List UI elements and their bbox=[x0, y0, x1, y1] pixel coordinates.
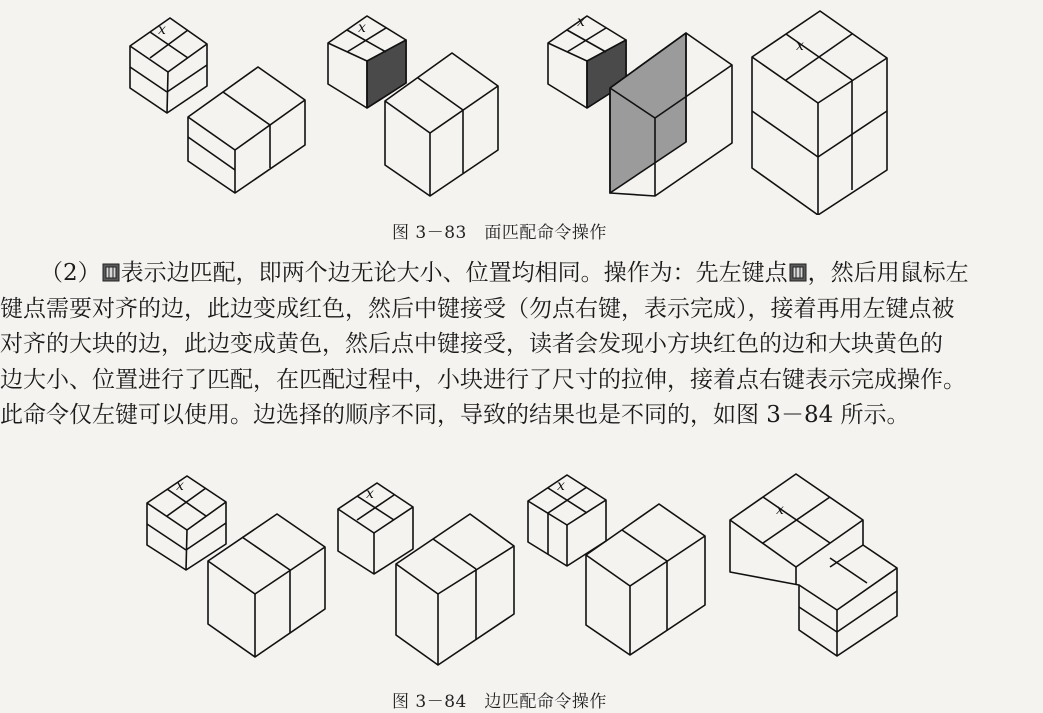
bottom-panel-1-label: x bbox=[176, 478, 184, 494]
panel-1-label: x bbox=[158, 22, 166, 38]
bottom-panel-3-small-cube bbox=[528, 475, 606, 566]
panel-3-large-block bbox=[610, 33, 732, 196]
paragraph-line-1-tail: ，然后用鼠标左 bbox=[807, 260, 969, 286]
panel-4-combined-block bbox=[752, 11, 887, 215]
paragraph-line-2: 键点需要对齐的边，此边变成红色，然后中键接受（勿点右键，表示完成），接着再用左键点被 bbox=[0, 295, 955, 322]
item-number: （2） bbox=[40, 260, 101, 286]
bottom-panel-2-label: x bbox=[366, 486, 374, 502]
body-paragraph bbox=[0, 256, 1043, 434]
figure-3-83 bbox=[0, 0, 1043, 215]
figure-3-84-drawing bbox=[0, 460, 1043, 680]
paragraph-line-4: 边大小、位置进行了匹配，在匹配过程中，小块进行了尺寸的拉伸，接着点右键表示完成操作。 bbox=[0, 366, 966, 393]
panel-2-label: x bbox=[358, 20, 366, 36]
edge-match-icon-inline bbox=[789, 258, 807, 277]
paragraph-line-5: 此命令仅左键可以使用。边选择的顺序不同，导致的结果也是不同的，如图 3－84 所示。 bbox=[0, 402, 910, 428]
figure-3-84-caption: 图 3－84 边匹配命令操作 bbox=[392, 692, 607, 712]
panel-3-label: x bbox=[577, 14, 585, 30]
panel-1-small-cube bbox=[130, 18, 207, 113]
figure-3-83-caption: 图 3－83 面匹配命令操作 bbox=[392, 223, 607, 243]
figure-3-84 bbox=[0, 460, 1043, 680]
bottom-panel-3-label: x bbox=[557, 478, 565, 494]
figure-3-83-drawing bbox=[0, 0, 1043, 215]
paragraph-line-3: 对齐的大块的边，此边变成黄色，然后点中键接受，读者会发现小方块红色的边和大块黄色的 bbox=[0, 331, 943, 357]
bottom-panel-4-combined-block bbox=[730, 474, 897, 656]
panel-4-label: x bbox=[796, 38, 804, 54]
edge-match-icon bbox=[102, 258, 120, 277]
bottom-panel-4-label: x bbox=[776, 502, 784, 518]
paragraph-line-1-text: 表示边匹配，即两个边无论大小、位置均相同。操作为：先左键点 bbox=[120, 260, 788, 286]
bottom-panel-3-large-block bbox=[586, 504, 705, 655]
panel-1-large-block bbox=[188, 67, 305, 193]
paragraph-line-1 bbox=[0, 256, 1043, 292]
